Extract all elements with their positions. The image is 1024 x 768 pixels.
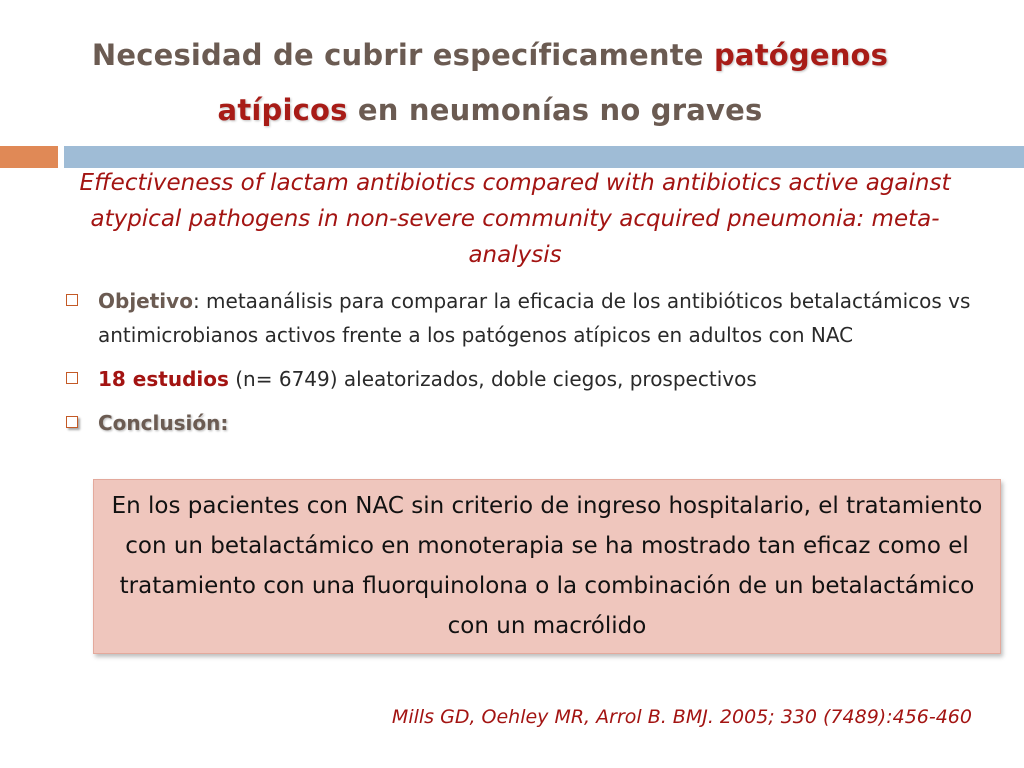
title-part2: en neumonías no graves bbox=[347, 93, 763, 127]
square-bullet-icon bbox=[66, 294, 78, 306]
square-bullet-icon bbox=[66, 416, 78, 428]
conclusion-callout: En los pacientes con NAC sin criterio de ingreso hospitalario, el tratamiento con un betalactámico en monoterapia se ha mostrado tan eficaz como el tratamiento con una fluorquinolona o la combinación de un betalactámico con un macrólido bbox=[93, 479, 1001, 654]
bullet-text: (n= 6749) aleatorizados, doble ciegos, prospectivos bbox=[228, 367, 757, 391]
bullet-objective bbox=[62, 284, 972, 352]
title-highlight-1: patógenos bbox=[713, 38, 889, 72]
study-title: Effectiveness of lactam antibiotics compared with antibiotics active against atypical pathogens in non-severe community acquired pneumonia: meta-analysis bbox=[79, 170, 951, 268]
citation: Mills GD, Oehley MR, Arrol B. BMJ. 2005; 330 (7489):456-460 bbox=[391, 706, 972, 728]
bullet-lead: Conclusión: bbox=[98, 411, 229, 435]
bullet-text: : metaanálisis para comparar la eficacia de los antibióticos betalactámicos vs antimicrobianos activos frente a los patógenos atípicos en adultos con NAC bbox=[98, 289, 971, 347]
bullet-list bbox=[62, 284, 972, 450]
bullet-lead: 18 estudios bbox=[98, 367, 229, 391]
accent-bar-orange bbox=[0, 146, 58, 168]
slide-title bbox=[60, 28, 920, 138]
title-part1: Necesidad de cubrir específicamente bbox=[91, 38, 714, 72]
title-highlight-2: atípicos bbox=[217, 93, 348, 127]
square-bullet-icon bbox=[66, 372, 78, 384]
bullet-lead: Objetivo bbox=[98, 289, 193, 313]
bullet-conclusion bbox=[62, 406, 972, 440]
bullet-studies bbox=[62, 362, 972, 396]
